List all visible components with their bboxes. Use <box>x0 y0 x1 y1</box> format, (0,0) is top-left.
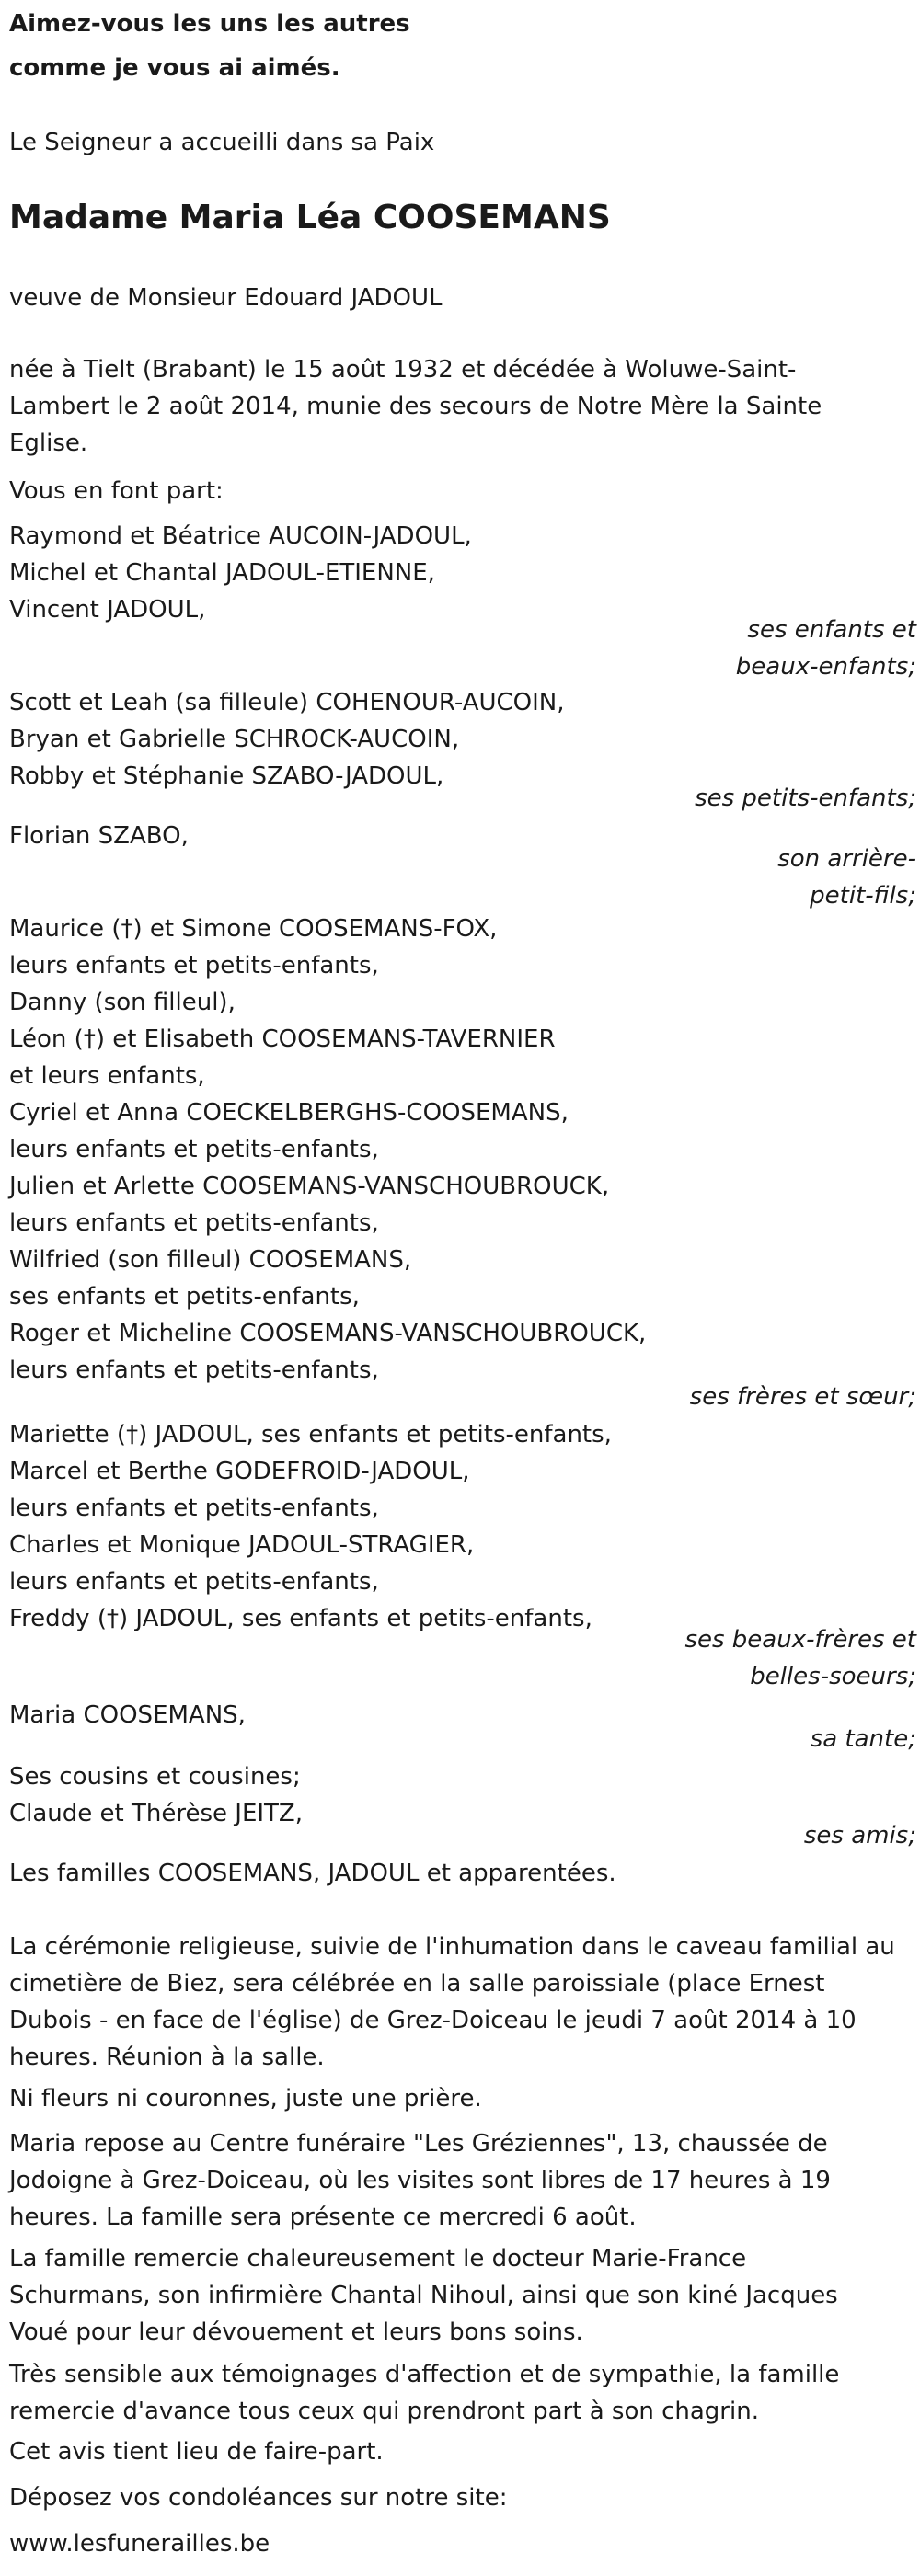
family-line: leurs enfants et petits-enfants, <box>9 1209 379 1237</box>
aunt-relation <box>9 1721 916 1757</box>
family-line: et leurs enfants, <box>9 1062 205 1090</box>
birth-death-paragraph <box>9 351 822 462</box>
siblings-relation <box>9 1379 916 1415</box>
verse-line-1: Aimez-vous les uns les autres <box>9 10 410 38</box>
family-line: Michel et Chantal JADOUL-ETIENNE, <box>9 559 435 587</box>
family-line: Danny (son filleul), <box>9 989 236 1016</box>
relation-line: son arrière- <box>777 845 916 873</box>
aunt-line: Maria COOSEMANS, <box>9 1701 246 1729</box>
family-line: leurs enfants et petits-enfants, <box>9 1136 379 1163</box>
ceremony-line: Dubois - en face de l'église) de Grez-Doiceau le jeudi 7 août 2014 à 10 <box>9 2007 857 2034</box>
birth-death-line: née à Tielt (Brabant) le 15 août 1932 et décédée à Woluwe-Saint- <box>9 356 797 384</box>
thanks-line: La famille remercie chaleureusement le docteur Marie-France <box>9 2245 747 2273</box>
family-line: Charles et Monique JADOUL-STRAGIER, <box>9 1531 475 1559</box>
sympathy-line: Très sensible aux témoignages d'affection et de sympathie, la famille <box>9 2361 840 2388</box>
relation-line: petit-fils; <box>810 882 916 910</box>
family-line: Robby et Stéphanie SZABO-JADOUL, <box>9 762 444 790</box>
intro-text: Le Seigneur a accueilli dans sa Paix <box>9 129 435 156</box>
family-line: Marcel et Berthe GODEFROID-JADOUL, <box>9 1458 470 1485</box>
family-line: Bryan et Gabrielle SCHROCK-AUCOIN, <box>9 726 460 753</box>
family-line: Léon (†) et Elisabeth COOSEMANS-TAVERNIER <box>9 1025 556 1053</box>
website-link[interactable]: www.lesfunerailles.be <box>9 2530 270 2558</box>
family-line: Maurice (†) et Simone COOSEMANS-FOX, <box>9 915 498 943</box>
rest-line: heures. La famille sera présente ce mercredi 6 août. <box>9 2204 637 2231</box>
family-line: leurs enfants et petits-enfants, <box>9 1494 379 1522</box>
family-line: Freddy (†) JADOUL, ses enfants et petits-enfants, <box>9 1605 592 1632</box>
family-line: leurs enfants et petits-enfants, <box>9 1568 379 1596</box>
great-grandchildren-relation <box>9 841 916 914</box>
family-line: Ses cousins et cousines; <box>9 1763 301 1791</box>
thanks-line: Voué pour leur dévouement et leurs bons soins. <box>9 2318 583 2346</box>
relation-line: ses petits-enfants; <box>695 784 916 812</box>
family-line: Claude et Thérèse JEITZ, <box>9 1800 304 1827</box>
rest-line: Maria repose au Centre funéraire "Les Gréziennes", 13, chaussée de <box>9 2130 828 2158</box>
thanks-line: Schurmans, son infirmière Chantal Nihoul, ainsi que son kiné Jacques <box>9 2282 838 2309</box>
ceremony-line: heures. Réunion à la salle. <box>9 2044 325 2071</box>
family-line: Vincent JADOUL, <box>9 596 206 624</box>
ceremony-line: cimetière de Biez, sera célébrée en la salle paroissiale (place Ernest <box>9 1970 825 1998</box>
ceremony-paragraph <box>9 1929 895 2076</box>
family-line: Raymond et Béatrice AUCOIN-JADOUL, <box>9 522 472 550</box>
friends-relation <box>9 1817 916 1854</box>
ceremony-line: La cérémonie religieuse, suivie de l'inhumation dans le caveau familial au <box>9 1933 895 1961</box>
notice-line: Cet avis tient lieu de faire-part. <box>9 2438 384 2466</box>
verse-line-2: comme je vous ai aimés. <box>9 54 340 82</box>
rest-paragraph <box>9 2125 831 2236</box>
family-line: Wilfried (son filleul) COOSEMANS, <box>9 1246 412 1274</box>
grandchildren-list <box>9 684 565 795</box>
relation-line: ses enfants et <box>747 616 916 644</box>
rest-line: Jodoigne à Grez-Doiceau, où les visites sont libres de 17 heures à 19 <box>9 2167 831 2194</box>
families-line: Les familles COOSEMANS, JADOUL et apparentées. <box>9 1860 616 1887</box>
flowers-line: Ni fleurs ni couronnes, juste une prière. <box>9 2085 482 2112</box>
in-laws-relation <box>9 1621 916 1695</box>
family-line: leurs enfants et petits-enfants, <box>9 952 379 979</box>
widow-of: veuve de Monsieur Edouard JADOUL <box>9 284 443 312</box>
condolences-line: Déposez vos condoléances sur notre site: <box>9 2484 508 2512</box>
relation-line: beaux-enfants; <box>735 653 916 681</box>
deceased-name: Madame Maria Léa COOSEMANS <box>9 199 611 236</box>
great-grandchild: Florian SZABO, <box>9 822 189 850</box>
family-line: Mariette (†) JADOUL, ses enfants et petits-enfants, <box>9 1421 612 1448</box>
birth-death-line: Eglise. <box>9 429 88 457</box>
siblings-list <box>9 910 646 1389</box>
relation-line: ses beaux-frères et <box>684 1626 916 1654</box>
birth-death-line: Lambert le 2 août 2014, munie des secours de Notre Mère la Sainte <box>9 393 822 420</box>
family-line: leurs enfants et petits-enfants, <box>9 1357 379 1384</box>
family-line: ses enfants et petits-enfants, <box>9 1283 360 1311</box>
thanks-paragraph <box>9 2240 838 2351</box>
family-line: Cyriel et Anna COECKELBERGHS-COOSEMANS, <box>9 1099 569 1127</box>
announce-intro: Vous en font part: <box>9 477 224 505</box>
relation-line: ses amis; <box>803 1822 916 1849</box>
children-relation <box>9 612 916 685</box>
relation-line: belles-soeurs; <box>750 1663 916 1690</box>
in-laws-list <box>9 1416 612 1637</box>
family-line: Roger et Micheline COOSEMANS-VANSCHOUBROUCK, <box>9 1320 647 1347</box>
family-line: Julien et Arlette COOSEMANS-VANSCHOUBROUCK, <box>9 1173 610 1200</box>
sympathy-line: remercie d'avance tous ceux qui prendront part à son chagrin. <box>9 2398 759 2425</box>
family-line: Scott et Leah (sa filleule) COHENOUR-AUCOIN, <box>9 689 565 716</box>
sympathy-paragraph <box>9 2356 839 2430</box>
relation-line: sa tante; <box>810 1725 916 1753</box>
grandchildren-relation <box>9 780 916 817</box>
relation-line: ses frères et sœur; <box>689 1383 916 1411</box>
